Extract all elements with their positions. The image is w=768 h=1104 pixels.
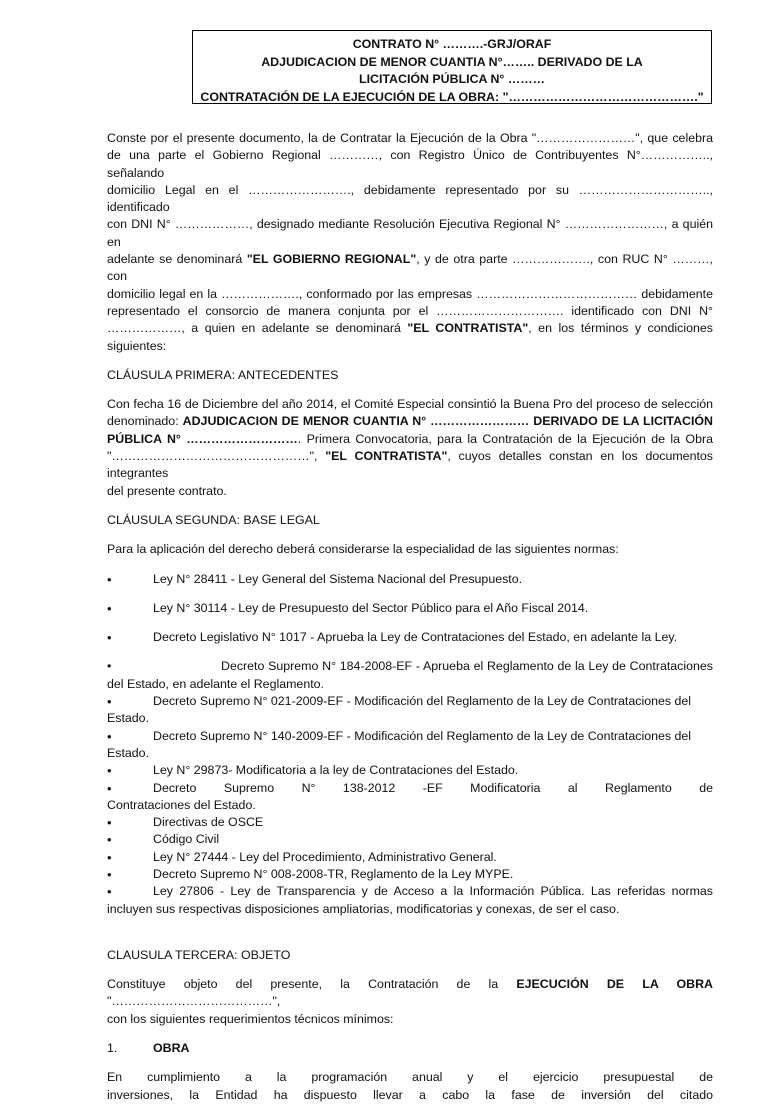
item-number: 1.	[107, 1041, 118, 1056]
legal-norm-item	[107, 728, 713, 763]
clausula-text: "…………………………………………",	[107, 449, 326, 464]
adjudication-line: ADJUDICACION DE MENOR CUANTIA N°…….. DERIVADO DE LA	[261, 54, 643, 69]
legal-norm-text: Decreto Supremo N° 021-2009-EF - Modificación del Reglamento de la Ley de Contrataciones del	[153, 694, 692, 709]
adjudication-ref: ADJUDICACION DE MENOR CUANTIA N° …………………… DERIVADO DE LA LICITACIÓN	[182, 414, 713, 429]
clausula-text: Constituye objeto del presente, la Contratación de la	[107, 977, 517, 992]
legal-norm-text: Ley N° 30114 - Ley de Presupuesto del Sector Público para el Año Fiscal 2014.	[153, 600, 589, 615]
legal-norm-line	[107, 728, 713, 745]
clausula-text: . Primera Convocatoria, para la Contratación de la Ejecución de la Obra	[297, 431, 713, 446]
work-execution-ref: EJECUCIÓN DE LA OBRA	[516, 977, 713, 992]
legal-norm-item	[107, 831, 713, 848]
bullet-icon: •	[107, 600, 112, 616]
party-contratista: "EL CONTRATISTA"	[407, 321, 529, 336]
clausula-primera-line: Con fecha 16 de Diciembre del año 2014, el Comité Especial consintió la Buena Pro del proceso de selección	[107, 397, 713, 412]
clausula-tercera-line	[107, 976, 713, 1011]
legal-norm-text: Decreto Legislativo N° 1017 - Aprueba la Ley de Contrataciones del Estado, en adelante la Ley.	[153, 630, 678, 645]
legal-norm-line	[107, 780, 713, 797]
intro-text: , y de otra parte ………………., con RUC N° ………, con	[107, 252, 713, 284]
clausula-text: , cuyos detalles constan en los documentos integrantes	[107, 449, 713, 481]
legal-norm-line	[107, 883, 713, 900]
intro-line: Conste por el presente documento, la de Contratar la Ejecución de la Obra "……………………", que celebra	[107, 131, 713, 145]
legal-norm-text: Ley N° 27444 - Ley del Procedimiento, Administrativo General.	[153, 849, 497, 864]
legal-norm-line: del Estado, en adelante el Reglamento.	[107, 676, 324, 691]
contract-body	[107, 130, 713, 1104]
intro-text: adelante se denominará	[107, 252, 247, 267]
legal-norm-text: Ley N° 29873- Modificatoria a la ley de Contrataciones del Estado.	[153, 763, 519, 778]
clausula-text: "…………………………………",	[107, 994, 281, 1009]
intro-line: domicilio Legal en el ……………………., debidamente representado por su ………………………….., identificado	[107, 182, 713, 215]
obra-paragraph-line: inversiones, la Entidad ha dispuesto llevar a cabo la fase de inversión del citado	[107, 1087, 713, 1102]
legal-norm-item	[107, 762, 713, 779]
bullet-icon: •	[107, 815, 112, 831]
legal-norm-text: Decreto Supremo N° 184-2008-EF - Aprueba el Reglamento de la Ley de Contrataciones	[221, 659, 713, 674]
legal-norm-line: incluyen sus respectivas disposiciones ampliatorias, modificatorias y conexas, de ser el caso.	[107, 901, 620, 916]
bullet-icon: •	[107, 832, 112, 848]
intro-line: de una parte el Gobierno Regional …………, con Registro Único de Contribuyentes N°…………….., señalando	[107, 148, 713, 180]
bullet-icon: •	[107, 884, 112, 900]
clausula-tercera-line: con los siguientes requerimientos técnicos mínimos:	[107, 1011, 394, 1026]
bullet-icon: •	[107, 780, 112, 796]
contract-number: CONTRATO N° ……….-GRJ/ORAF	[352, 37, 552, 51]
legal-norm-item	[107, 629, 713, 646]
intro-line: representado el consorcio de manera conjunta por el …………………………. identificado con DNI N°	[107, 303, 713, 318]
party-gobierno-regional: "EL GOBIERNO REGIONAL"	[246, 252, 417, 267]
tender-line: LICITACIÓN PÚBLICA N° ………	[359, 72, 545, 86]
intro-line: siguientes:	[107, 338, 167, 353]
legal-norm-item	[107, 693, 713, 728]
intro-text: ………………, a quien en adelante se denominará	[107, 321, 408, 336]
intro-line: con DNI N° ………………, designado mediante Resolución Ejecutiva Regional N° ……………………, a quién en	[107, 217, 713, 249]
clausula-tercera-title: CLAUSULA TERCERA: OBJETO	[107, 947, 291, 962]
clausula-text: denominado:	[107, 414, 183, 429]
legal-norm-item	[107, 814, 713, 831]
obra-paragraph-line: En cumplimiento a la programación anual y el ejercicio presupuestal de	[107, 1070, 713, 1085]
legal-norm-line	[107, 693, 713, 710]
legal-norm-text: Directivas de OSCE	[153, 815, 264, 830]
bullet-icon: •	[107, 849, 112, 865]
legal-norm-line: Estado.	[107, 711, 150, 726]
legal-norm-item	[107, 883, 713, 918]
bullet-icon: •	[107, 571, 112, 587]
clausula-segunda-title: CLÁUSULA SEGUNDA: BASE LEGAL	[107, 512, 320, 527]
bullet-icon: •	[107, 659, 112, 674]
legal-norm-text: Decreto Supremo N° 138-2012 -EF Modificatoria al Reglamento de	[153, 780, 713, 795]
clausula-primera-title: CLÁUSULA PRIMERA: ANTECEDENTES	[107, 367, 339, 382]
legal-norm-text: Código Civil	[153, 832, 220, 847]
legal-norm-text: Ley N° 28411 - Ley General del Sistema Nacional del Presupuesto.	[153, 571, 523, 586]
clausula-primera-line	[107, 431, 713, 448]
party-contratista: "EL CONTRATISTA"	[325, 449, 448, 464]
bullet-icon: •	[107, 763, 112, 779]
tender-ref: PÚBLICA N° ………………………	[107, 431, 298, 446]
legal-norm-item	[107, 849, 713, 866]
clausula-primera-line	[107, 413, 713, 430]
intro-line: domicilio legal en la ………………., conformado por las empresas ………………………………… debidamente	[107, 286, 713, 301]
legal-norm-line: Estado.	[107, 745, 150, 760]
bullet-icon: •	[107, 630, 112, 646]
legal-norm-line: Contrataciones del Estado.	[107, 797, 256, 812]
legal-norm-item	[107, 571, 713, 588]
bullet-icon: •	[107, 694, 112, 710]
numbered-heading	[107, 1040, 713, 1057]
intro-text: , en los términos y condiciones	[528, 321, 713, 336]
clausula-primera-line: del presente contrato.	[107, 483, 227, 498]
bullet-icon: •	[107, 866, 112, 882]
legal-norm-line	[107, 658, 713, 675]
contract-header-box	[192, 30, 712, 104]
legal-norm-item	[107, 658, 713, 693]
legal-norm-text: Decreto Supremo N° 008-2008-TR, Reglamento de la Ley MYPE.	[153, 866, 514, 881]
obra-heading: OBRA	[153, 1041, 190, 1056]
legal-norm-text: Decreto Supremo N° 140-2009-EF - Modificación del Reglamento de la Ley de Contrataciones del	[153, 728, 692, 743]
legal-norm-text: Ley 27806 - Ley de Transparencia y de Acceso a la Información Pública. Las referidas normas	[153, 884, 713, 899]
legal-norm-item	[107, 866, 713, 883]
legal-norm-item	[107, 600, 713, 617]
bullet-icon: •	[107, 728, 112, 744]
clausula-segunda-intro: Para la aplicación del derecho deberá considerarse la especialidad de las siguientes normas:	[107, 542, 619, 557]
clausula-primera-line	[107, 448, 713, 483]
intro-line	[107, 320, 713, 337]
intro-line	[107, 251, 713, 286]
work-contract-line: CONTRATACIÓN DE LA EJECUCIÓN DE LA OBRA: "………………………………………."	[200, 89, 704, 104]
legal-norm-item	[107, 780, 713, 815]
